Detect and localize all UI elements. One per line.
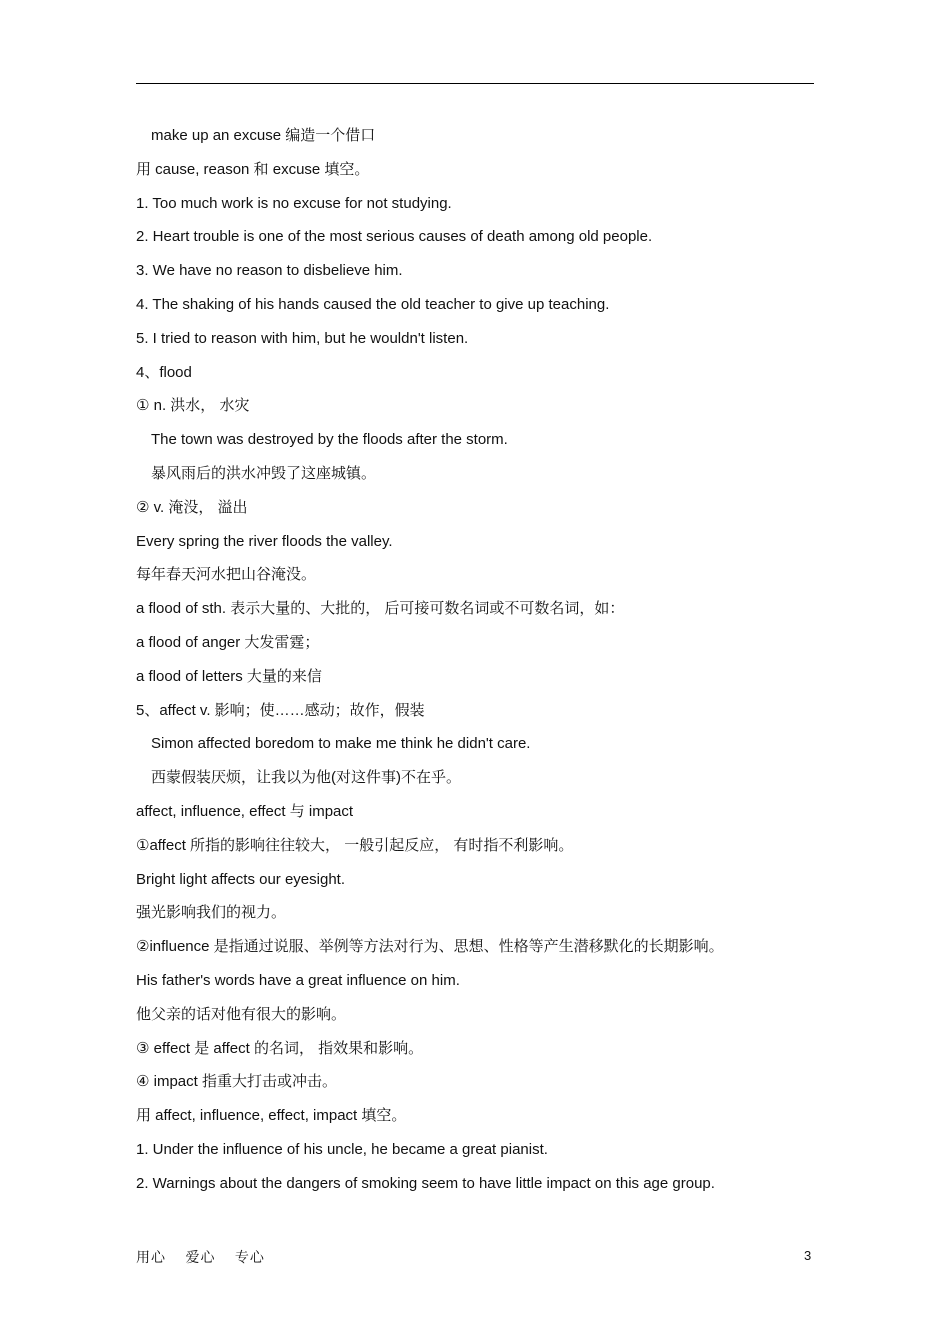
- text-line: 5、affect v. 影响；使……感动；故作，假装: [136, 701, 425, 719]
- text-line: ④ impact 指重大打击或冲击。: [136, 1073, 337, 1091]
- page-number: 3: [804, 1248, 812, 1263]
- text-line: a flood of anger 大发雷霆；: [136, 633, 320, 651]
- text-line: ② v. 淹没， 溢出: [136, 498, 248, 516]
- text-line: His father's words have a great influence on him.: [136, 971, 460, 989]
- text-line: 用 cause, reason 和 excuse 填空。: [136, 160, 370, 178]
- text-line: ②influence 是指通过说服、举例等方法对行为、思想、性格等产生潜移默化的长期影响。: [136, 938, 724, 956]
- text-line: affect, influence, effect 与 impact: [136, 802, 354, 820]
- text-line: The town was destroyed by the floods after the storm.: [151, 431, 508, 449]
- text-line: 5. I tried to reason with him, but he wouldn't listen.: [136, 329, 469, 347]
- text-line: a flood of letters 大量的来信: [136, 667, 322, 685]
- text-line: make up an excuse 编造一个借口: [151, 127, 376, 144]
- text-line: 1. Too much work is no excuse for not studying.: [136, 194, 452, 212]
- text-line: ① n. 洪水， 水灾: [136, 397, 250, 415]
- text-line: 强光影响我们的视力。: [136, 904, 287, 922]
- text-line: Bright light affects our eyesight.: [136, 870, 346, 888]
- text-line: Every spring the river floods the valley.: [136, 532, 393, 550]
- header-rule: [136, 83, 814, 84]
- text-line: Simon affected boredom to make me think he didn't care.: [151, 735, 531, 753]
- text-line: a flood of sth. 表示大量的、大批的， 后可接可数名词或不可数名词，如：: [136, 600, 625, 618]
- footer-motto: 用心 爱心 专心: [136, 1250, 265, 1266]
- text-line: 每年春天河水把山谷淹没。: [136, 566, 317, 584]
- text-line: 2. Heart trouble is one of the most serious causes of death among old people.: [136, 228, 653, 246]
- text-line: 4. The shaking of his hands caused the old teacher to give up teaching.: [136, 295, 610, 313]
- text-line: 西蒙假装厌烦，让我以为他(对这件事)不在乎。: [151, 769, 461, 787]
- text-line: 2. Warnings about the dangers of smoking seem to have little impact on this age group.: [136, 1174, 715, 1192]
- text-line: 用 affect, influence, effect, impact 填空。: [136, 1107, 407, 1125]
- text-line: ①affect 所指的影响往往较大， 一般引起反应， 有时指不利影响。: [136, 836, 574, 854]
- text-line: 3. We have no reason to disbelieve him.: [136, 262, 403, 280]
- text-line: 他父亲的话对他有很大的影响。: [136, 1005, 347, 1023]
- text-line: 1. Under the influence of his uncle, he became a great pianist.: [136, 1140, 548, 1158]
- text-line: 暴风雨后的洪水冲毁了这座城镇。: [151, 464, 377, 482]
- document-body: [136, 121, 826, 1203]
- text-line: ③ effect 是 affect 的名词， 指效果和影响。: [136, 1039, 424, 1057]
- text-line: 4、flood: [136, 363, 192, 381]
